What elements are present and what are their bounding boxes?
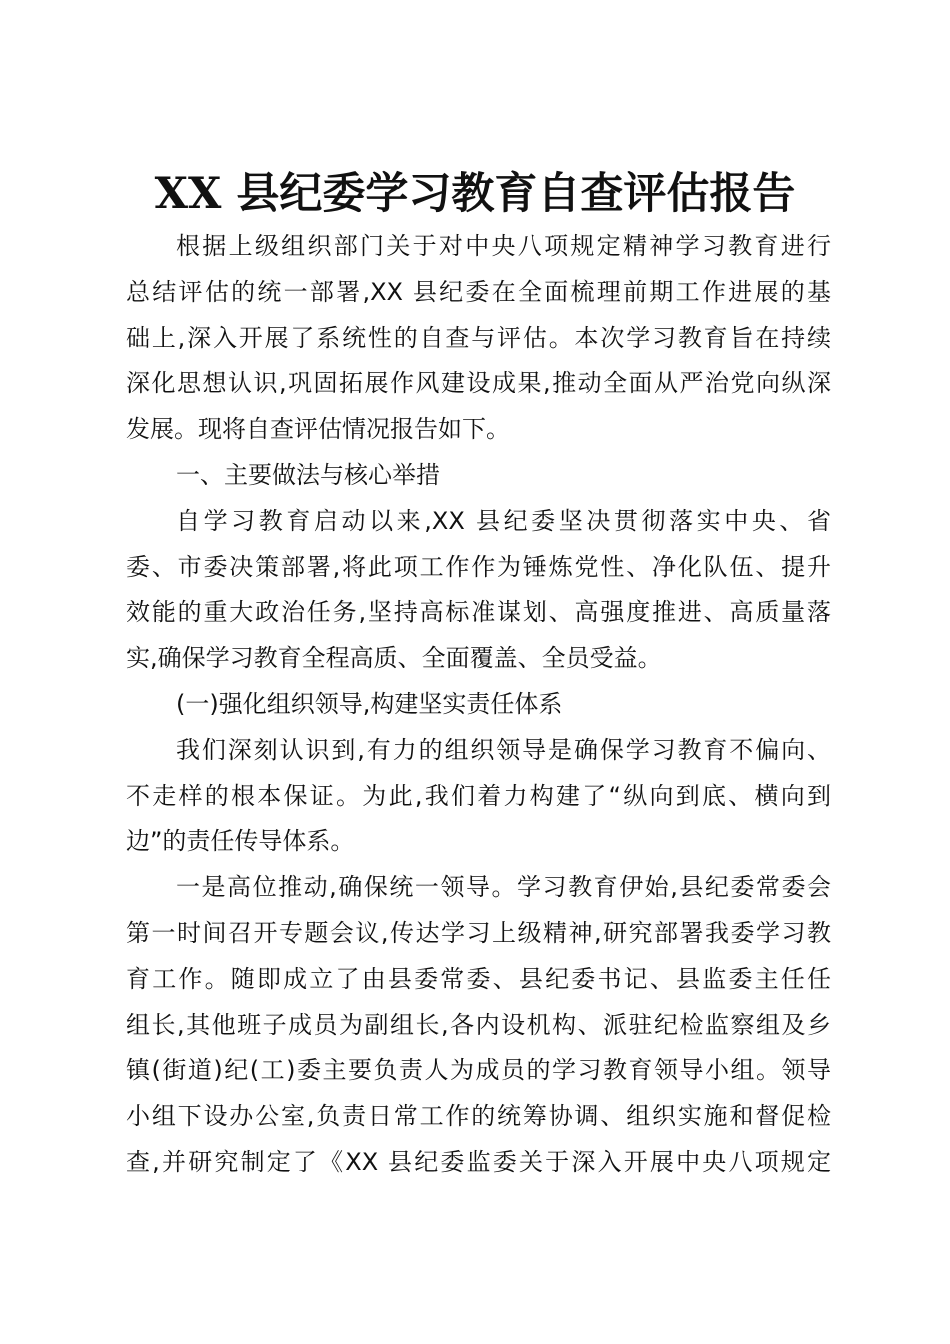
document-title: XX 县纪委学习教育自查评估报告 (154, 169, 796, 219)
text-line: 镇(街道)纪(工)委主要负责人为成员的学习教育领导小组。领导 (126, 1056, 831, 1085)
text-line: 边”的责任传导体系。 (126, 827, 355, 856)
text-line: 础上,深入开展了系统性的自查与评估。本次学习教育旨在持续 (126, 323, 831, 352)
text-line: 总结评估的统一部署,XX 县纪委在全面梳理前期工作进展的基 (126, 277, 831, 306)
paragraph-leadership (126, 865, 831, 1186)
text-line: 查,并研究制定了《XX 县纪委监委关于深入开展中央八项规定 (126, 1147, 831, 1176)
section-heading (126, 453, 831, 499)
text-line: (一)强化组织领导,构建坚实责任体系 (176, 689, 563, 718)
document-body (126, 224, 831, 1186)
text-line: 自学习教育启动以来,XX 县纪委坚决贯彻落实中央、省 (176, 506, 831, 535)
paragraph-organization (126, 728, 831, 865)
text-line: 第一时间召开专题会议,传达学习上级精神,研究部署我委学习教 (126, 918, 831, 947)
text-line: 效能的重大政治任务,坚持高标准谋划、高强度推进、高质量落 (126, 598, 831, 627)
text-line: 实,确保学习教育全程高质、全面覆盖、全员受益。 (126, 644, 662, 673)
text-line: 我们深刻认识到,有力的组织领导是确保学习教育不偏向、 (176, 735, 831, 764)
subsection-heading (126, 682, 831, 728)
text-line: 根据上级组织部门关于对中央八项规定精神学习教育进行 (176, 232, 831, 260)
text-line: 深化思想认识,巩固拓展作风建设成果,推动全面从严治党向纵深 (126, 369, 831, 398)
text-line: 不走样的根本保证。为此,我们着力构建了“纵向到底、横向到 (126, 781, 831, 810)
text-line: 一是高位推动,确保统一领导。学习教育伊始,县纪委常委会 (176, 873, 831, 902)
text-line: 委、市委决策部署,将此项工作作为锤炼党性、净化队伍、提升 (126, 552, 831, 581)
paragraph-intro (126, 224, 831, 453)
text-line: 育工作。随即成立了由县委常委、县纪委书记、县监委主任任 (126, 964, 831, 993)
text-line: 小组下设办公室,负责日常工作的统筹协调、组织实施和督促检 (126, 1102, 831, 1131)
text-line: 一、主要做法与核心举措 (176, 460, 440, 489)
paragraph-overview (126, 499, 831, 682)
text-line: 发展。现将自查评估情况报告如下。 (126, 415, 510, 444)
text-line: 组长,其他班子成员为副组长,各内设机构、派驻纪检监察组及乡 (126, 1010, 831, 1039)
